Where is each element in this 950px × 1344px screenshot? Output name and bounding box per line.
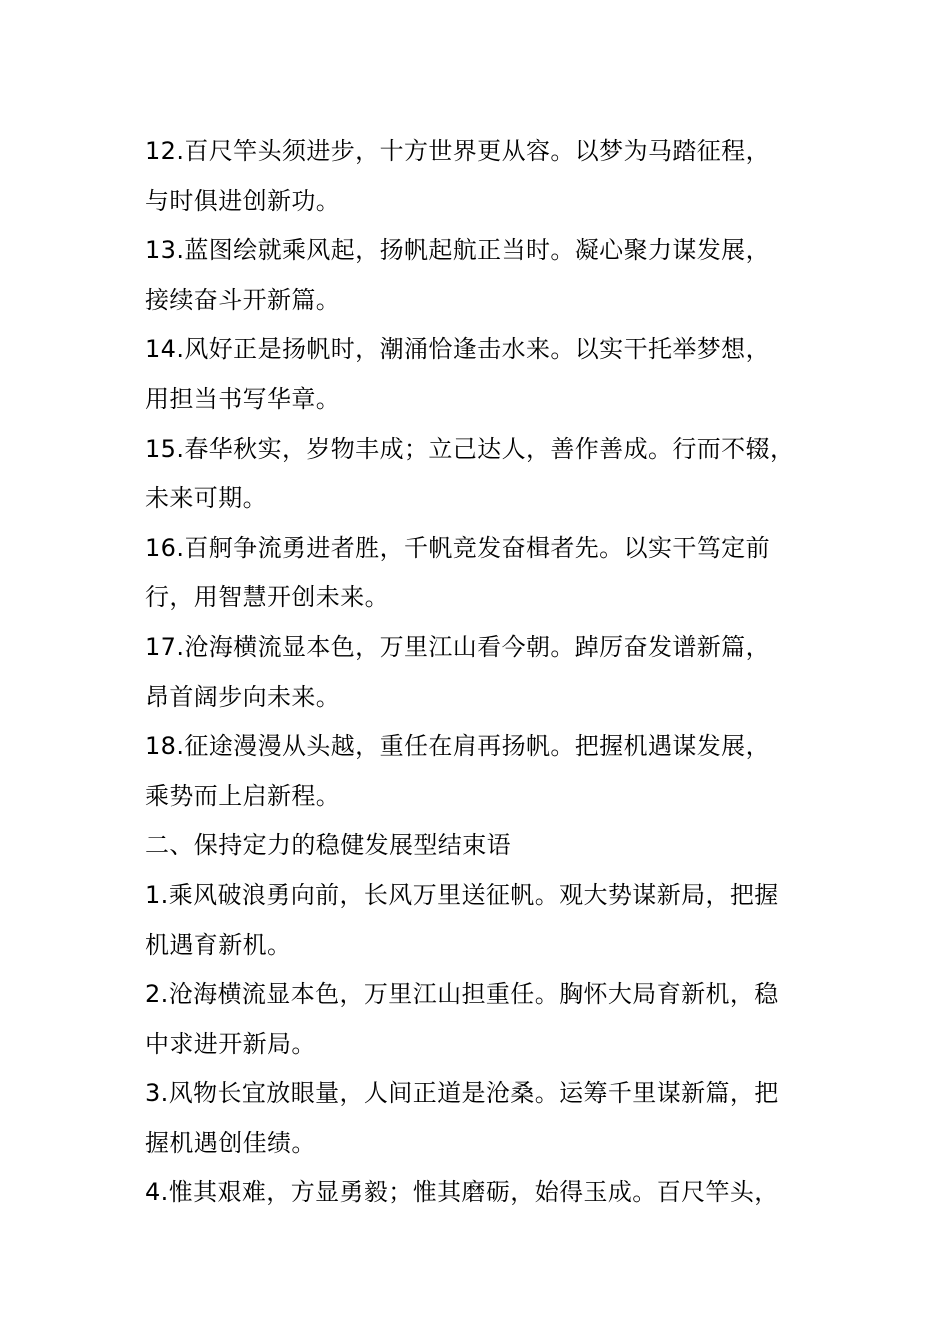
text-line: 乘势而上启新程。 xyxy=(145,781,341,810)
text-line: 行，用智慧开创未来。 xyxy=(145,583,389,612)
text-line: 15.春华秋实，岁物丰成；立己达人，善作善成。行而不辍， xyxy=(145,434,795,463)
text-line: 握机遇创佳绩。 xyxy=(145,1128,316,1157)
text-line: 14.风好正是扬帆时，潮涌恰逢击水来。以实干托举梦想， xyxy=(145,335,770,364)
text-line: 机遇育新机。 xyxy=(145,930,292,959)
text-line: 1.乘风破浪勇向前，长风万里送征帆。观大势谋新局，把握 xyxy=(145,880,779,909)
text-line: 3.风物长宜放眼量，人间正道是沧桑。运筹千里谋新篇，把 xyxy=(145,1079,779,1108)
text-line: 中求进开新局。 xyxy=(145,1029,316,1058)
text-line: 16.百舸争流勇进者胜，千帆竞发奋楫者先。以实干笃定前 xyxy=(145,533,770,562)
text-line: 昂首阔步向未来。 xyxy=(145,682,341,711)
text-line: 与时俱进创新功。 xyxy=(145,186,341,215)
text-line: 2.沧海横流显本色，万里江山担重任。胸怀大局育新机，稳 xyxy=(145,980,779,1009)
text-line: 接续奋斗开新篇。 xyxy=(145,285,341,314)
text-line: 用担当书写华章。 xyxy=(145,384,341,413)
document-page xyxy=(145,127,835,1218)
section-heading: 二、保持定力的稳健发展型结束语 xyxy=(145,831,511,860)
text-line: 13.蓝图绘就乘风起，扬帆起航正当时。凝心聚力谋发展， xyxy=(145,236,770,265)
text-line: 未来可期。 xyxy=(145,484,267,513)
text-line: 4.惟其艰难，方显勇毅；惟其磨砺，始得玉成。百尺竿头， xyxy=(145,1178,779,1207)
text-line: 17.沧海横流显本色，万里江山看今朝。踔厉奋发谱新篇， xyxy=(145,632,770,661)
text-line: 12.百尺竿头须进步，十方世界更从容。以梦为马踏征程， xyxy=(145,137,770,165)
text-line: 18.征途漫漫从头越，重任在肩再扬帆。把握机遇谋发展， xyxy=(145,732,770,761)
